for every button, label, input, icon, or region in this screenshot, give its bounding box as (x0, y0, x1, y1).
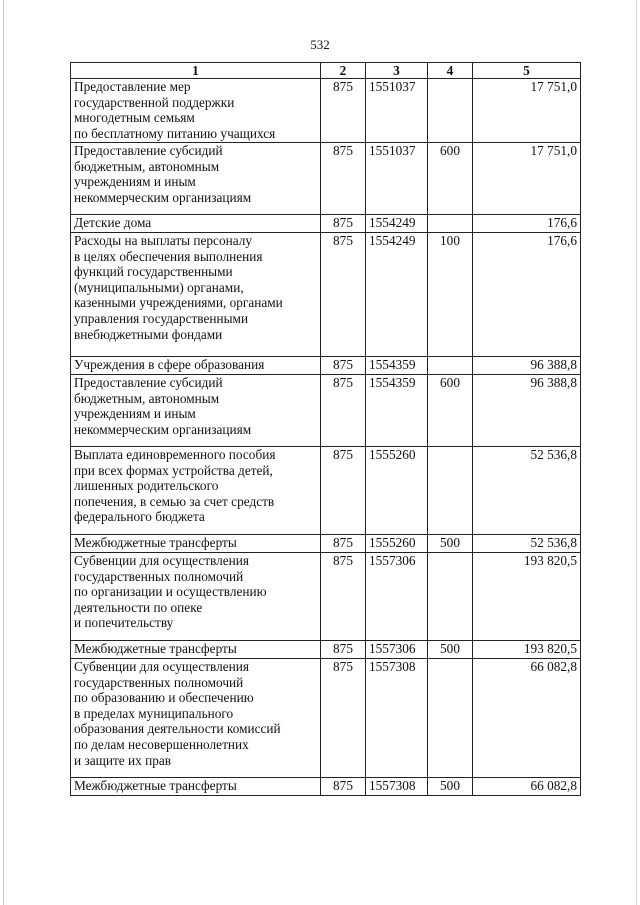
row-name: Предоставление субсидий бюджетным, автономным учреждениям и иным некоммерческим организациям (71, 143, 321, 215)
table-row (71, 233, 581, 357)
row-type-code: 600 (428, 143, 473, 215)
row-name: Субвенции для осуществления государственных полномочий по организации и осуществлению деятельности по опеке и попечительству (71, 553, 321, 641)
row-target-code: 1554249 (366, 233, 428, 357)
row-amount: 17 751,0 (473, 79, 581, 143)
row-name: Межбюджетные трансферты (71, 535, 321, 553)
row-name: Детские дома (71, 215, 321, 233)
row-ministry-code: 875 (321, 447, 366, 535)
table-row (71, 553, 581, 641)
header-row (71, 63, 581, 79)
row-target-code: 1554359 (366, 375, 428, 447)
row-target-code: 1554359 (366, 357, 428, 375)
row-name: Учреждения в сфере образования (71, 357, 321, 375)
row-name: Межбюджетные трансферты (71, 778, 321, 796)
row-name: Предоставление субсидий бюджетным, автономным учреждениям и иным некоммерческим организациям (71, 375, 321, 447)
row-amount: 17 751,0 (473, 143, 581, 215)
row-amount: 66 082,8 (473, 778, 581, 796)
row-target-code: 1557306 (366, 641, 428, 659)
page-number: 532 (310, 37, 330, 52)
table-row (71, 143, 581, 215)
table-row (71, 357, 581, 375)
row-amount: 52 536,8 (473, 447, 581, 535)
row-type-code: 500 (428, 535, 473, 553)
table-row (71, 447, 581, 535)
row-name: Расходы на выплаты персоналу в целях обеспечения выполнения функций государственными (муниципальными) органами, казенными учреждениями, органами управления государственными внебюджетными фондами (71, 233, 321, 357)
row-type-code (428, 659, 473, 778)
row-ministry-code: 875 (321, 553, 366, 641)
header-col-2: 2 (321, 63, 366, 79)
row-type-code: 100 (428, 233, 473, 357)
header-col-1: 1 (71, 63, 321, 79)
table-row (71, 79, 581, 143)
row-amount: 193 820,5 (473, 641, 581, 659)
row-amount: 96 388,8 (473, 375, 581, 447)
row-ministry-code: 875 (321, 535, 366, 553)
row-amount: 176,6 (473, 215, 581, 233)
row-ministry-code: 875 (321, 143, 366, 215)
row-type-code (428, 79, 473, 143)
row-amount: 176,6 (473, 233, 581, 357)
table-row (71, 659, 581, 778)
table-header (71, 63, 581, 79)
row-target-code: 1551037 (366, 143, 428, 215)
row-amount: 52 536,8 (473, 535, 581, 553)
row-ministry-code: 875 (321, 357, 366, 375)
row-target-code: 1557308 (366, 659, 428, 778)
row-type-code (428, 357, 473, 375)
row-target-code: 1555260 (366, 447, 428, 535)
row-type-code (428, 447, 473, 535)
scan-edge-left (3, 0, 4, 905)
row-name: Выплата единовременного пособия при всех формах устройства детей, лишенных родительского попечения, в семью за счет средств федерального бюджета (71, 447, 321, 535)
row-name: Предоставление мер государственной поддержки многодетным семьям по бесплатному питанию учащихся (71, 79, 321, 143)
table-row (71, 778, 581, 796)
row-target-code: 1555260 (366, 535, 428, 553)
row-type-code (428, 553, 473, 641)
row-type-code (428, 215, 473, 233)
row-type-code: 500 (428, 778, 473, 796)
table-row (71, 641, 581, 659)
row-ministry-code: 875 (321, 233, 366, 357)
row-type-code: 500 (428, 641, 473, 659)
header-col-4: 4 (428, 63, 473, 79)
scan-edge-right (636, 0, 637, 905)
row-amount: 193 820,5 (473, 553, 581, 641)
row-target-code: 1551037 (366, 79, 428, 143)
table-body (71, 79, 581, 796)
header-col-3: 3 (366, 63, 428, 79)
row-ministry-code: 875 (321, 778, 366, 796)
row-target-code: 1557308 (366, 778, 428, 796)
row-name: Субвенции для осуществления государственных полномочий по образованию и обеспечению в пределах муниципального образования деятельности комиссий по делам несовершеннолетних и защите их прав (71, 659, 321, 778)
table-row (71, 375, 581, 447)
row-target-code: 1554249 (366, 215, 428, 233)
row-ministry-code: 875 (321, 79, 366, 143)
budget-table (70, 62, 581, 796)
table-row (71, 215, 581, 233)
row-amount: 66 082,8 (473, 659, 581, 778)
row-ministry-code: 875 (321, 641, 366, 659)
row-target-code: 1557306 (366, 553, 428, 641)
row-amount: 96 388,8 (473, 357, 581, 375)
row-ministry-code: 875 (321, 215, 366, 233)
row-ministry-code: 875 (321, 659, 366, 778)
row-ministry-code: 875 (321, 375, 366, 447)
row-type-code: 600 (428, 375, 473, 447)
row-name: Межбюджетные трансферты (71, 641, 321, 659)
table-row (71, 535, 581, 553)
header-col-5: 5 (473, 63, 581, 79)
